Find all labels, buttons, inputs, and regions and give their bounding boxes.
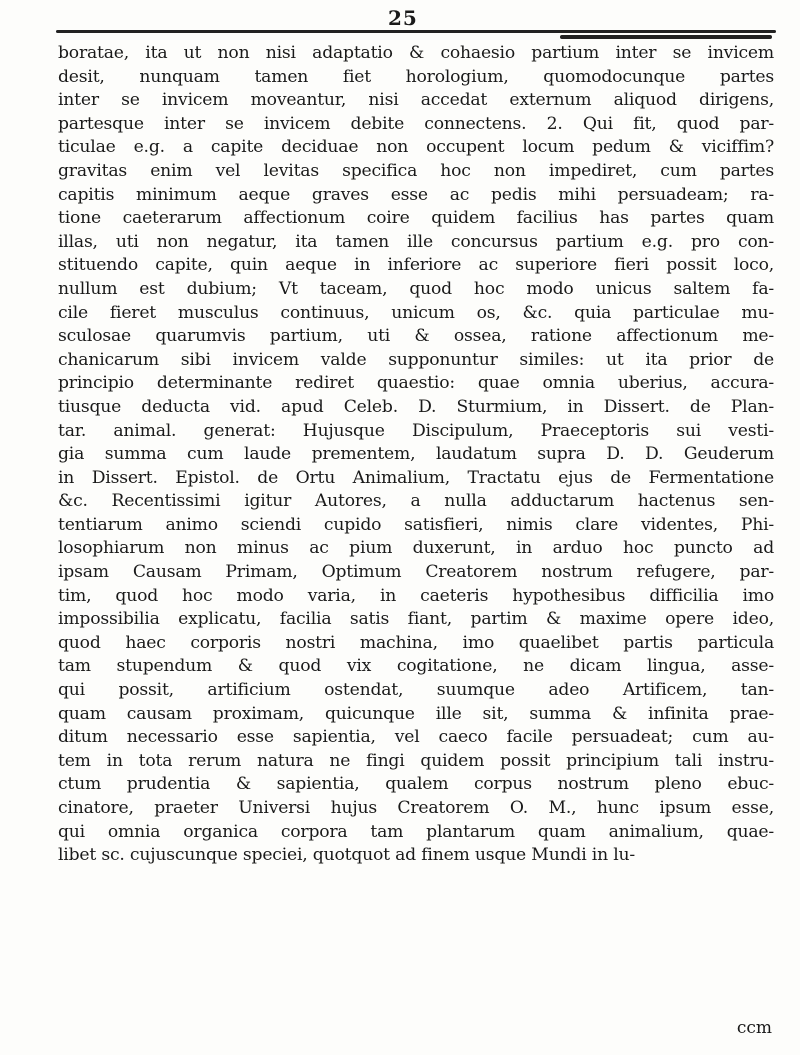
text-line: qui possit, artificium ostendat, suumque adeo Artificem, tan- [58, 680, 774, 701]
text-line: ctum prudentia & sapientia, qualem corpus nostrum pleno ebuc- [58, 774, 774, 795]
text-line: qui omnia organica corpora tam plantarum quam animalium, quae- [58, 821, 774, 842]
text-line: boratae, ita ut non nisi adaptatio & cohaesio partium inter se invicem [58, 43, 774, 63]
header-rule [56, 30, 776, 33]
text-line: tentiarum animo sciendi cupido satisfieri, nimis clare videntes, Phi- [58, 514, 774, 535]
page-number: 25 [388, 6, 418, 30]
text-line: illas, uti non negatur, ita tamen ille concursus partium e.g. pro con- [58, 231, 774, 252]
text-line: cile fieret musculus continuus, unicum os, &c. quia particulae mu- [58, 302, 774, 323]
text-line: in Dissert. Epistol. de Ortu Animalium, Tractatu ejus de Fermentatione [58, 467, 774, 488]
text-line: tar. animal. generat: Hujusque Discipulum, Praeceptoris sui vesti- [58, 420, 774, 441]
catchword: ccm [736, 1018, 772, 1038]
text-line: gravitas enim vel levitas specifica hoc non impediret, cum partes [58, 160, 774, 181]
text-line: tim, quod hoc modo varia, in caeteris hypothesibus difficilia imo [58, 585, 774, 606]
text-line: nullum est dubium; Vt taceam, quod hoc modo unicus saltem fa- [58, 278, 774, 299]
text-line: ticulae e.g. a capite deciduae non occupent locum pedum & viciffim? [58, 137, 774, 158]
text-line: stituendo capite, quin aeque in inferiore ac superiore fieri possit loco, [58, 255, 774, 276]
text-line: &c. Recentissimi igitur Autores, a nulla adductarum hactenus sen- [58, 491, 774, 512]
text-line: losophiarum non minus ac pium duxerunt, in arduo hoc puncto ad [58, 538, 774, 559]
text-line: gia summa cum laude prementem, laudatum supra D. D. Geuderum [58, 444, 774, 465]
text-line: principio determinante rediret quaestio: quae omnia uberius, accura- [58, 373, 774, 394]
text-line: ipsam Causam Primam, Optimum Creatorem nostrum refugere, par- [58, 562, 774, 583]
text-line: tiusque deducta vid. apud Celeb. D. Sturmium, in Dissert. de Plan- [58, 396, 774, 417]
text-line: libet sc. cujuscunque speciei, quotquot ad finem usque Mundi in lu- [58, 845, 636, 866]
text-line: quod haec corporis nostri machina, imo quaelibet partis particula [58, 632, 774, 653]
header-rule-ornament [560, 35, 772, 39]
text-line: desit, nunquam tamen fiet horologium, quomodocunque partes [58, 66, 774, 87]
text-line: ditum necessario esse sapientia, vel caeco facile persuadeat; cum au- [58, 727, 774, 748]
text-line: chanicarum sibi invicem valde supponuntur similes: ut ita prior de [58, 349, 774, 370]
text-line: impossibilia explicatu, facilia satis fiant, partim & maxime opere ideo, [58, 609, 774, 630]
text-line: capitis minimum aeque graves esse ac pedis mihi persuadeam; ra- [58, 184, 774, 205]
text-line: inter se invicem moveantur, nisi accedat externum aliquod dirigens, [58, 90, 774, 111]
text-line: partesque inter se invicem debite connectens. 2. Qui fit, quod par- [58, 113, 774, 134]
text-line: tione caeterarum affectionum coire quidem facilius has partes quam [58, 208, 774, 229]
text-line: tam stupendum & quod vix cogitatione, ne dicam lingua, asse- [58, 656, 774, 677]
text-line: cinatore, praeter Universi hujus Creatorem O. M., hunc ipsum esse, [58, 798, 774, 818]
text-line: tem in tota rerum natura ne fingi quidem possit principium tali instru- [58, 750, 774, 771]
text-line: quam causam proximam, quicunque ille sit, summa & infinita prae- [58, 703, 774, 724]
body-text [58, 42, 774, 868]
text-line: sculosae quarumvis partium, uti & ossea, ratione affectionum me- [58, 326, 774, 347]
